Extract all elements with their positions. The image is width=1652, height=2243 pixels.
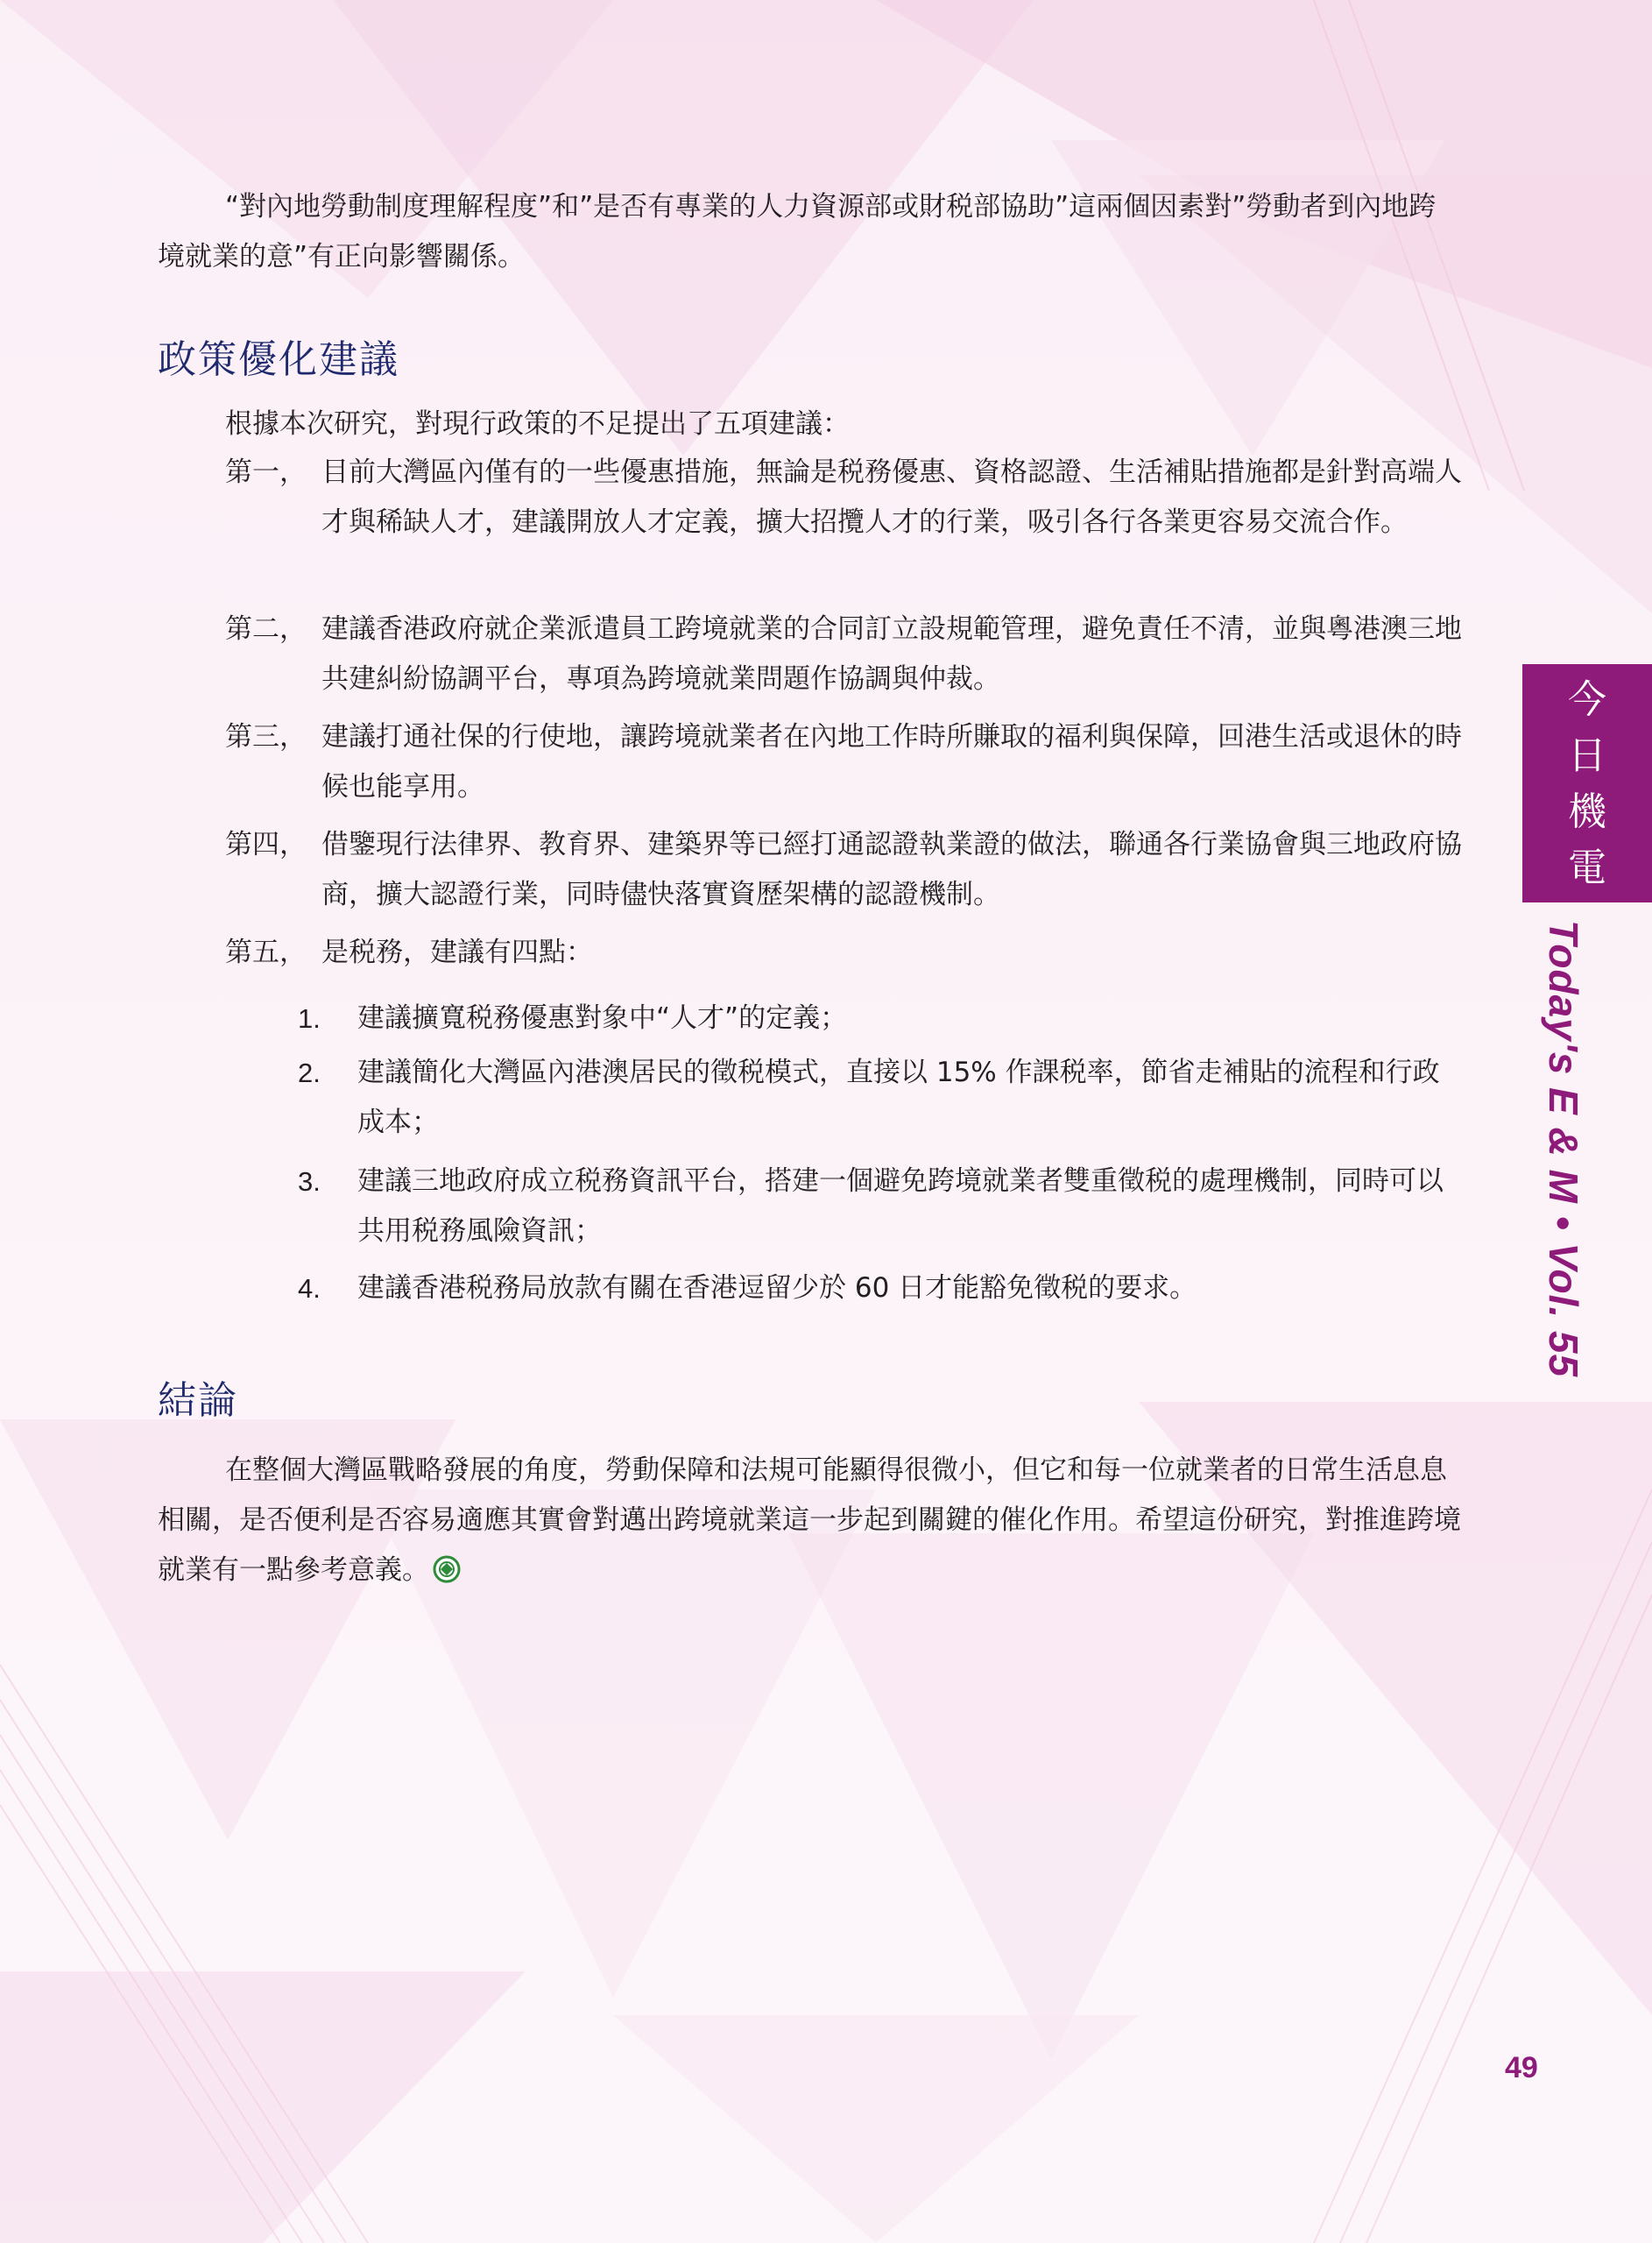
recommendation-text: 建議香港政府就企業派遣員工跨境就業的合同訂立設規範管理，避免責任不清，並與粵港澳三地共建糾紛協調平台，專項為跨境就業問題作協調與仲裁。 [321,613,1462,695]
tax-item-text: 建議擴寬税務優惠對象中“人才”的定義； [357,1002,848,1034]
recommendation-label: 第一， [225,456,307,488]
recommendation-text: 是税務，建議有四點： [321,937,593,968]
policy-intro: 根據本次研究，對現行政策的不足提出了五項建議： [225,408,850,440]
recommendation-item [225,928,1463,978]
tax-item [298,1048,1463,1148]
magazine-side-tab [1522,664,1652,902]
tax-item [298,1263,1463,1313]
recommendation-label: 第二， [225,613,307,645]
recommendation-label: 第三， [225,721,307,753]
recommendation-item [225,605,1463,704]
side-tab-char: 電 [1568,846,1606,890]
side-tab-char: 日 [1568,733,1606,778]
tax-item-text: 建議簡化大灣區內港澳居民的徵税模式，直接以 15% 作課税率，節省走補貼的流程和行政成本； [357,1057,1440,1138]
recommendation-text: 借鑒現行法律界、教育界、建築界等已經打通認證執業證的做法，聯通各行業協會與三地政府協商，擴大認證行業，同時儘快落實資歷架構的認證機制。 [321,829,1462,910]
tax-item [298,994,1463,1044]
page-number: 49 [1505,2051,1538,2084]
magazine-title-volume: Today's E & M • Vol. 55 [1541,920,1586,1378]
conclusion-paragraph [158,1446,1463,1596]
recommendation-item [225,820,1463,920]
recommendation-label: 第四， [225,829,307,860]
intro-paragraph: “對內地勞動制度理解程度”和”是否有專業的人力資源部或財税部協助”這兩個因素對”勞動者到內地跨境就業的意”有正向影響關係。 [158,191,1437,272]
recommendation-text: 目前大灣區內僅有的一些優惠措施，無論是税務優惠、資格認證、生活補貼措施都是針對高端人才與稀缺人才，建議開放人才定義，擴大招攬人才的行業，吸引各行各業更容易交流合作。 [321,456,1462,538]
tax-item-number: 4. [298,1273,321,1304]
conclusion-text: 在整個大灣區戰略發展的角度，勞動保障和法規可能顯得很微小，但它和每一位就業者的日常生活息息相關，是否便利是否容易適應其實會對邁出跨境就業這一步起到關鍵的催化作用。希望這份研究，對推進跨境就業有一點參考意義。 [158,1454,1461,1586]
hkemsd-logo-icon [433,1555,461,1583]
recommendation-item [225,712,1463,812]
section-heading-policy: 政策優化建議 [158,337,399,382]
tax-item-number: 2. [298,1058,321,1088]
magazine-vertical-title [1500,920,1652,1393]
tax-item-text: 建議三地政府成立税務資訊平台，搭建一個避免跨境就業者雙重徵税的處理機制，同時可以共用税務風險資訊； [357,1165,1444,1247]
tax-item-number: 1. [298,1003,321,1034]
recommendation-text: 建議打通社保的行使地，讓跨境就業者在內地工作時所賺取的福利與保障，回港生活或退休的時候也能享用。 [321,721,1462,803]
recommendation-item [225,448,1463,548]
tax-item-text: 建議香港税務局放款有關在香港逗留少於 60 日才能豁免徵税的要求。 [357,1272,1197,1304]
side-tab-char: 今 [1568,677,1606,722]
recommendation-label: 第五， [225,937,307,968]
tax-item-number: 3. [298,1166,321,1197]
section-heading-conclusion: 結論 [158,1378,238,1423]
tax-item [298,1157,1463,1256]
side-tab-char: 機 [1568,789,1606,834]
